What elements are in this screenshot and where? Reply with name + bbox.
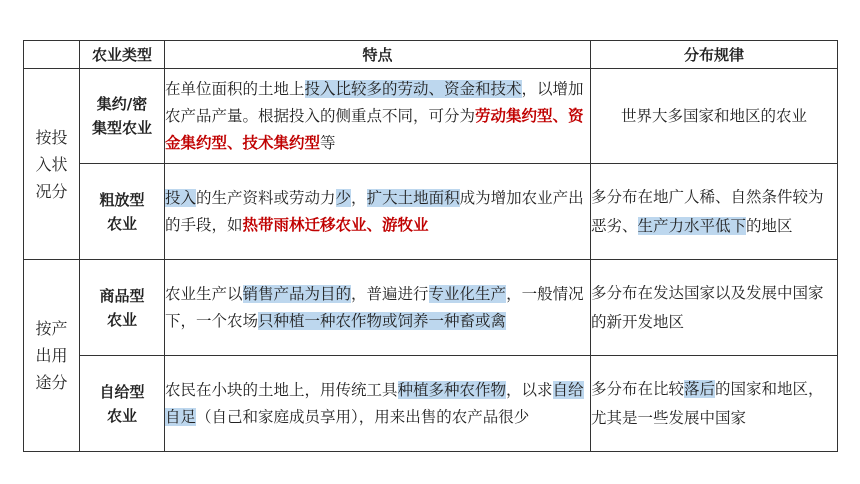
header-feature: 特点 xyxy=(165,41,591,69)
distribution-extensive: 多分布在地广人稀、自然条件较为恶劣、生产力水平低下的地区 xyxy=(591,164,838,260)
category-input: 按投 入状 况分 xyxy=(24,69,80,260)
distribution-subsistence: 多分布在比较落后的国家和地区，尤其是一些发展中国家 xyxy=(591,356,838,452)
table-row xyxy=(24,356,838,452)
feature-subsistence: 农民在小块的土地上，用传统工具种植多种农作物，以求自给自足（自己和家庭成员享用），用来出售的农产品很少 xyxy=(165,356,591,452)
type-intensive: 集约/密 集型农业 xyxy=(80,69,165,164)
distribution-commercial: 多分布在发达国家以及发展中国家的新开发地区 xyxy=(591,260,838,356)
feature-extensive: 投入的生产资料或劳动力少，扩大土地面积成为增加农业产出的手段，如热带雨林迁移农业、游牧业 xyxy=(165,164,591,260)
header-blank xyxy=(24,41,80,69)
agriculture-table xyxy=(23,40,838,452)
type-extensive: 粗放型 农业 xyxy=(80,164,165,260)
type-commercial: 商品型 农业 xyxy=(80,260,165,356)
table-row xyxy=(24,164,838,260)
header-distribution: 分布规律 xyxy=(591,41,838,69)
table-header-row xyxy=(24,41,838,69)
type-subsistence: 自给型 农业 xyxy=(80,356,165,452)
feature-intensive: 在单位面积的土地上投入比较多的劳动、资金和技术，以增加农产品产量。根据投入的侧重点不同，可分为劳动集约型、资金集约型、技术集约型等 xyxy=(165,69,591,164)
header-type: 农业类型 xyxy=(80,41,165,69)
distribution-intensive: 世界大多国家和地区的农业 xyxy=(591,69,838,164)
feature-commercial: 农业生产以销售产品为目的，普遍进行专业化生产，一般情况下，一个农场只种植一种农作物或饲养一种畜或禽 xyxy=(165,260,591,356)
category-output: 按产 出用 途分 xyxy=(24,260,80,452)
table-row xyxy=(24,260,838,356)
table-row xyxy=(24,69,838,164)
